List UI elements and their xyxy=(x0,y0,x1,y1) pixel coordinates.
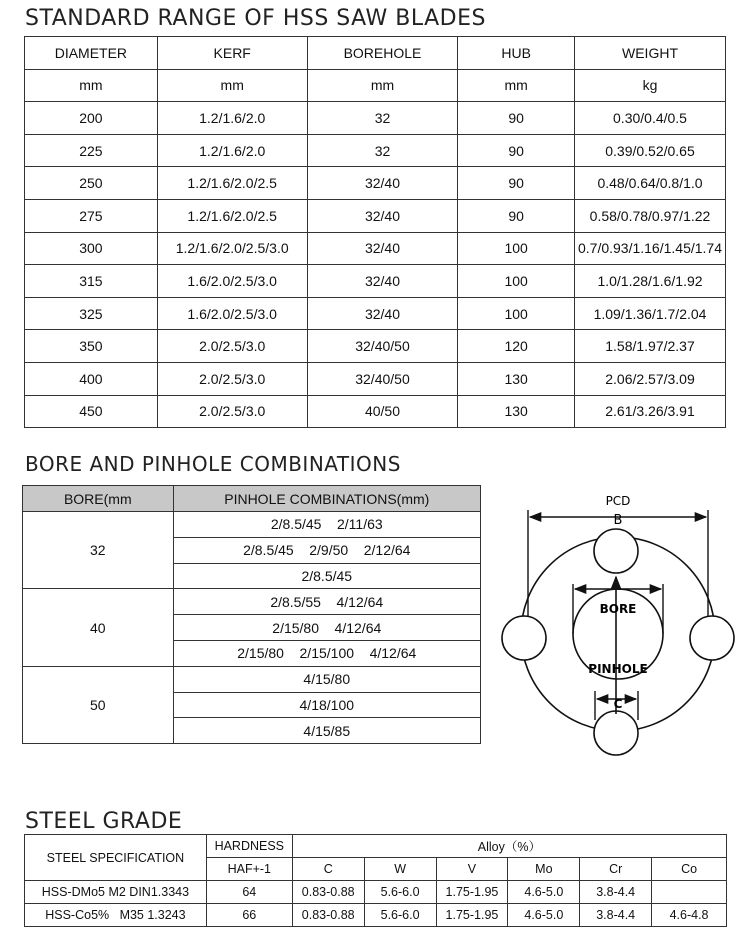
bore-pinhole-title: BORE AND PINHOLE COMBINATIONS xyxy=(25,452,401,476)
table-row xyxy=(25,904,727,927)
alloy-value-cell: 0.83-0.88 xyxy=(292,904,364,927)
pinhole-circle-left xyxy=(502,616,546,660)
alloy-value-cell: 5.6-6.0 xyxy=(364,881,436,904)
table-cell: 0.7/0.93/1.16/1.45/1.74 xyxy=(575,232,726,265)
alloy-value-cell: 4.6-4.8 xyxy=(652,904,727,927)
header-bore: BORE(mm xyxy=(23,486,174,512)
standard-range-table xyxy=(24,36,726,428)
table-cell: 400 xyxy=(25,362,158,395)
table-cell: 130 xyxy=(458,362,575,395)
table-cell: 1.2/1.6/2.0/2.5 xyxy=(157,167,307,200)
header-borehole: BOREHOLE xyxy=(307,37,458,70)
alloy-value-cell: 4.6-5.0 xyxy=(508,904,580,927)
table-cell: 1.09/1.36/1.7/2.04 xyxy=(575,297,726,330)
steel-spec-cell: HSS-DMo5 M2 DIN1.3343 xyxy=(25,881,207,904)
pinhole-circle-bottom xyxy=(594,711,638,755)
table-cell: 120 xyxy=(458,330,575,363)
table-row xyxy=(23,512,481,538)
pinhole-combination-cell: 4/15/80 xyxy=(173,666,480,692)
steel-grade-table xyxy=(24,834,727,927)
table-row xyxy=(25,881,727,904)
alloy-value-cell: 1.75-1.95 xyxy=(436,904,508,927)
header-element-mo: Mo xyxy=(508,858,580,881)
header-element-co: Co xyxy=(652,858,727,881)
bore-cell: 50 xyxy=(23,666,174,743)
bore-pinhole-diagram xyxy=(495,488,745,763)
table-cell: 1.2/1.6/2.0 xyxy=(157,102,307,135)
bore-cell: 40 xyxy=(23,589,174,666)
unit-cell: mm xyxy=(458,69,575,102)
table-cell: 0.48/0.64/0.8/1.0 xyxy=(575,167,726,200)
table-cell: 2.06/2.57/3.09 xyxy=(575,362,726,395)
table-row xyxy=(25,297,726,330)
table-cell: 0.30/0.4/0.5 xyxy=(575,102,726,135)
table-cell: 90 xyxy=(458,167,575,200)
table-row xyxy=(23,666,481,692)
table-cell: 32/40 xyxy=(307,297,458,330)
alloy-value-cell: 1.75-1.95 xyxy=(436,881,508,904)
steel-spec-cell: HSS-Co5% M35 1.3243 xyxy=(25,904,207,927)
table-cell: 1.2/1.6/2.0 xyxy=(157,134,307,167)
table-cell: 1.0/1.28/1.6/1.92 xyxy=(575,265,726,298)
alloy-value-cell: 5.6-6.0 xyxy=(364,904,436,927)
alloy-value-cell: 3.8-4.4 xyxy=(580,904,652,927)
table-cell: 300 xyxy=(25,232,158,265)
c-label: C xyxy=(613,697,623,711)
table-cell: 32/40 xyxy=(307,167,458,200)
table-cell: 2.0/2.5/3.0 xyxy=(157,362,307,395)
table-row xyxy=(25,232,726,265)
table-cell: 1.58/1.97/2.37 xyxy=(575,330,726,363)
header-weight: WEIGHT xyxy=(575,37,726,70)
table-header-row xyxy=(25,835,727,858)
header-element-w: W xyxy=(364,858,436,881)
table-row xyxy=(25,134,726,167)
table-row xyxy=(25,167,726,200)
header-hardness: HARDNESS xyxy=(206,835,292,858)
table-row xyxy=(23,589,481,615)
table-cell: 275 xyxy=(25,199,158,232)
table-cell: 2.0/2.5/3.0 xyxy=(157,330,307,363)
b-label: B xyxy=(613,513,623,528)
table-cell: 130 xyxy=(458,395,575,428)
table-cell: 32/40 xyxy=(307,265,458,298)
table-header-row xyxy=(23,486,481,512)
table-cell: 1.6/2.0/2.5/3.0 xyxy=(157,265,307,298)
alloy-value-cell: 3.8-4.4 xyxy=(580,881,652,904)
pinhole-combination-cell: 2/8.5/45 xyxy=(173,563,480,589)
bore-pinhole-table xyxy=(22,485,481,744)
alloy-value-cell: 4.6-5.0 xyxy=(508,881,580,904)
table-cell: 200 xyxy=(25,102,158,135)
header-kerf: KERF xyxy=(157,37,307,70)
table-header-row xyxy=(25,37,726,70)
standard-range-title: STANDARD RANGE OF HSS SAW BLADES xyxy=(25,6,486,31)
header-element-cr: Cr xyxy=(580,858,652,881)
pinhole-circle-top xyxy=(594,529,638,573)
table-cell: 250 xyxy=(25,167,158,200)
header-pinhole-combinations: PINHOLE COMBINATIONS(mm) xyxy=(173,486,480,512)
table-row xyxy=(25,199,726,232)
table-cell: 315 xyxy=(25,265,158,298)
pinhole-combination-cell: 2/15/80 2/15/100 4/12/64 xyxy=(173,640,480,666)
table-cell: 32/40/50 xyxy=(307,330,458,363)
table-cell: 100 xyxy=(458,232,575,265)
table-units-row xyxy=(25,69,726,102)
unit-cell: mm xyxy=(25,69,158,102)
table-row xyxy=(25,362,726,395)
table-cell: 90 xyxy=(458,102,575,135)
unit-cell: mm xyxy=(307,69,458,102)
table-cell: 100 xyxy=(458,265,575,298)
pinhole-label: PINHOLE xyxy=(588,662,648,676)
table-cell: 0.39/0.52/0.65 xyxy=(575,134,726,167)
table-cell: 90 xyxy=(458,199,575,232)
table-cell: 32/40 xyxy=(307,199,458,232)
table-cell: 325 xyxy=(25,297,158,330)
table-cell: 450 xyxy=(25,395,158,428)
header-diameter: DIAMETER xyxy=(25,37,158,70)
pinhole-circle-right xyxy=(690,616,734,660)
table-cell: 32/40/50 xyxy=(307,362,458,395)
pinhole-combination-cell: 2/8.5/45 2/9/50 2/12/64 xyxy=(173,537,480,563)
pinhole-combination-cell: 2/15/80 4/12/64 xyxy=(173,615,480,641)
alloy-value-cell xyxy=(652,881,727,904)
table-row xyxy=(25,102,726,135)
unit-cell: mm xyxy=(157,69,307,102)
header-element-c: C xyxy=(292,858,364,881)
table-cell: 1.6/2.0/2.5/3.0 xyxy=(157,297,307,330)
table-cell: 2.0/2.5/3.0 xyxy=(157,395,307,428)
bore-label: BORE xyxy=(599,602,637,616)
table-cell: 32 xyxy=(307,134,458,167)
table-cell: 0.58/0.78/0.97/1.22 xyxy=(575,199,726,232)
pinhole-combination-cell: 2/8.5/55 4/12/64 xyxy=(173,589,480,615)
pinhole-combination-cell: 4/15/85 xyxy=(173,718,480,744)
header-steel-specification: STEEL SPECIFICATION xyxy=(25,835,207,881)
table-cell: 40/50 xyxy=(307,395,458,428)
table-cell: 1.2/1.6/2.0/2.5/3.0 xyxy=(157,232,307,265)
pinhole-combination-cell: 4/18/100 xyxy=(173,692,480,718)
hardness-cell: 64 xyxy=(206,881,292,904)
header-element-v: V xyxy=(436,858,508,881)
alloy-value-cell: 0.83-0.88 xyxy=(292,881,364,904)
header-alloy: Alloy（%） xyxy=(292,835,726,858)
hardness-cell: 66 xyxy=(206,904,292,927)
table-cell: 32/40 xyxy=(307,232,458,265)
table-cell: 2.61/3.26/3.91 xyxy=(575,395,726,428)
bore-cell: 32 xyxy=(23,512,174,589)
header-hardness-unit: HAF+-1 xyxy=(206,858,292,881)
table-cell: 350 xyxy=(25,330,158,363)
table-row xyxy=(25,395,726,428)
table-row xyxy=(25,330,726,363)
table-cell: 1.2/1.6/2.0/2.5 xyxy=(157,199,307,232)
steel-grade-title: STEEL GRADE xyxy=(25,809,183,834)
table-cell: 225 xyxy=(25,134,158,167)
table-cell: 90 xyxy=(458,134,575,167)
pinhole-combination-cell: 2/8.5/45 2/11/63 xyxy=(173,512,480,538)
header-hub: HUB xyxy=(458,37,575,70)
table-cell: 32 xyxy=(307,102,458,135)
table-row xyxy=(25,265,726,298)
unit-cell: kg xyxy=(575,69,726,102)
table-cell: 100 xyxy=(458,297,575,330)
pcd-label: PCD xyxy=(605,494,631,508)
